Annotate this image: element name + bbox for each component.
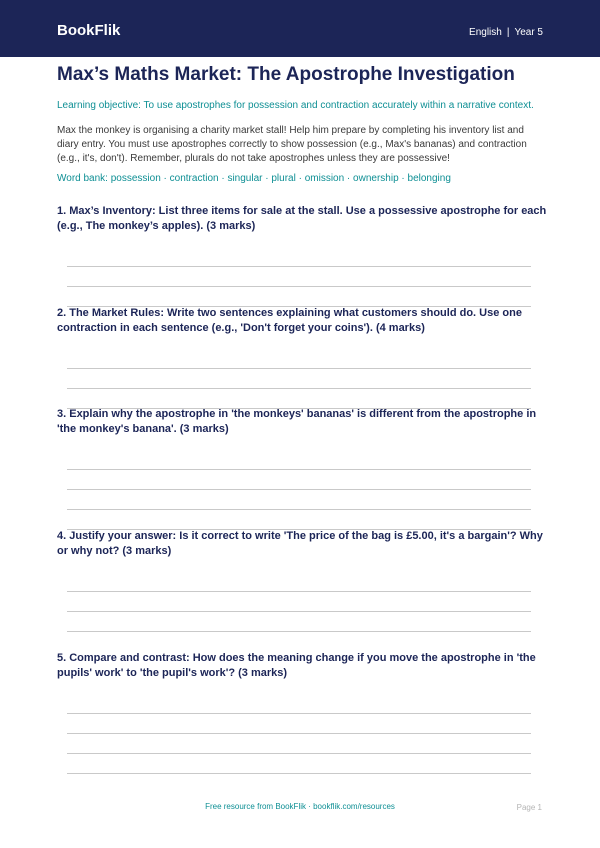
- subject-label: English: [469, 27, 502, 38]
- answer-line[interactable]: [67, 266, 531, 267]
- answer-line[interactable]: [67, 286, 531, 287]
- question-2: 2. The Market Rules: Write two sentences explaining what customers should do. Use one contraction in each sentence (e.g., 'Don't forget your coins'). (4 marks): [57, 307, 522, 334]
- answer-line[interactable]: [67, 469, 531, 470]
- answer-line[interactable]: [67, 591, 531, 592]
- question-1: 1. Max’s Inventory: List three items for sale at the stall. Use a possessive apostrophe for each (e.g., The monkey’s apples). (3 marks): [57, 205, 547, 232]
- word-bank: Word bank: possession · contraction · singular · plural · omission · ownership · belonging: [57, 173, 451, 184]
- separator: |: [506, 27, 510, 38]
- header-bar: [0, 0, 600, 57]
- learning-objective: Learning objective: To use apostrophes for possession and contraction accurately within a narrative context.: [57, 100, 534, 111]
- answer-line[interactable]: [67, 368, 531, 369]
- intro-paragraph: Max the monkey is organising a charity market stall! Help him prepare by completing his inventory list and diary entry. You must use apostrophes correctly to show possession (e.g., Max's bananas) and contraction (e.g., it's, don't). Remember, plurals do not take apostrophes unless they are possessive!: [57, 125, 527, 164]
- header-meta: [469, 27, 543, 38]
- answer-line[interactable]: [67, 489, 531, 490]
- answer-line[interactable]: [67, 753, 531, 754]
- page-title: Max’s Maths Market: The Apostrophe Investigation: [57, 64, 515, 85]
- answer-line[interactable]: [67, 773, 531, 774]
- question-3: 3. Explain why the apostrophe in 'the monkeys' bananas' is different from the apostrophe in 'the monkey's banana'. (3 marks): [57, 408, 537, 435]
- page-number: Page 1: [516, 803, 542, 812]
- year-label: Year 5: [514, 27, 543, 38]
- answer-line[interactable]: [67, 388, 531, 389]
- brand-logo: BookFlik: [57, 22, 121, 39]
- answer-line[interactable]: [67, 509, 531, 510]
- answer-line[interactable]: [67, 631, 531, 632]
- question-5: 5. Compare and contrast: How does the meaning change if you move the apostrophe in 'the pupils' work' to 'the pupil's work'? (3 marks): [57, 652, 536, 679]
- answer-line[interactable]: [67, 713, 531, 714]
- footer-text: Free resource from BookFlik · bookflik.com/resources: [205, 802, 395, 811]
- question-4: 4. Justify your answer: Is it correct to write 'The price of the bag is £5.00, it's a bargain'? Why or why not? (3 marks): [57, 530, 543, 557]
- answer-line[interactable]: [67, 611, 531, 612]
- answer-line[interactable]: [67, 733, 531, 734]
